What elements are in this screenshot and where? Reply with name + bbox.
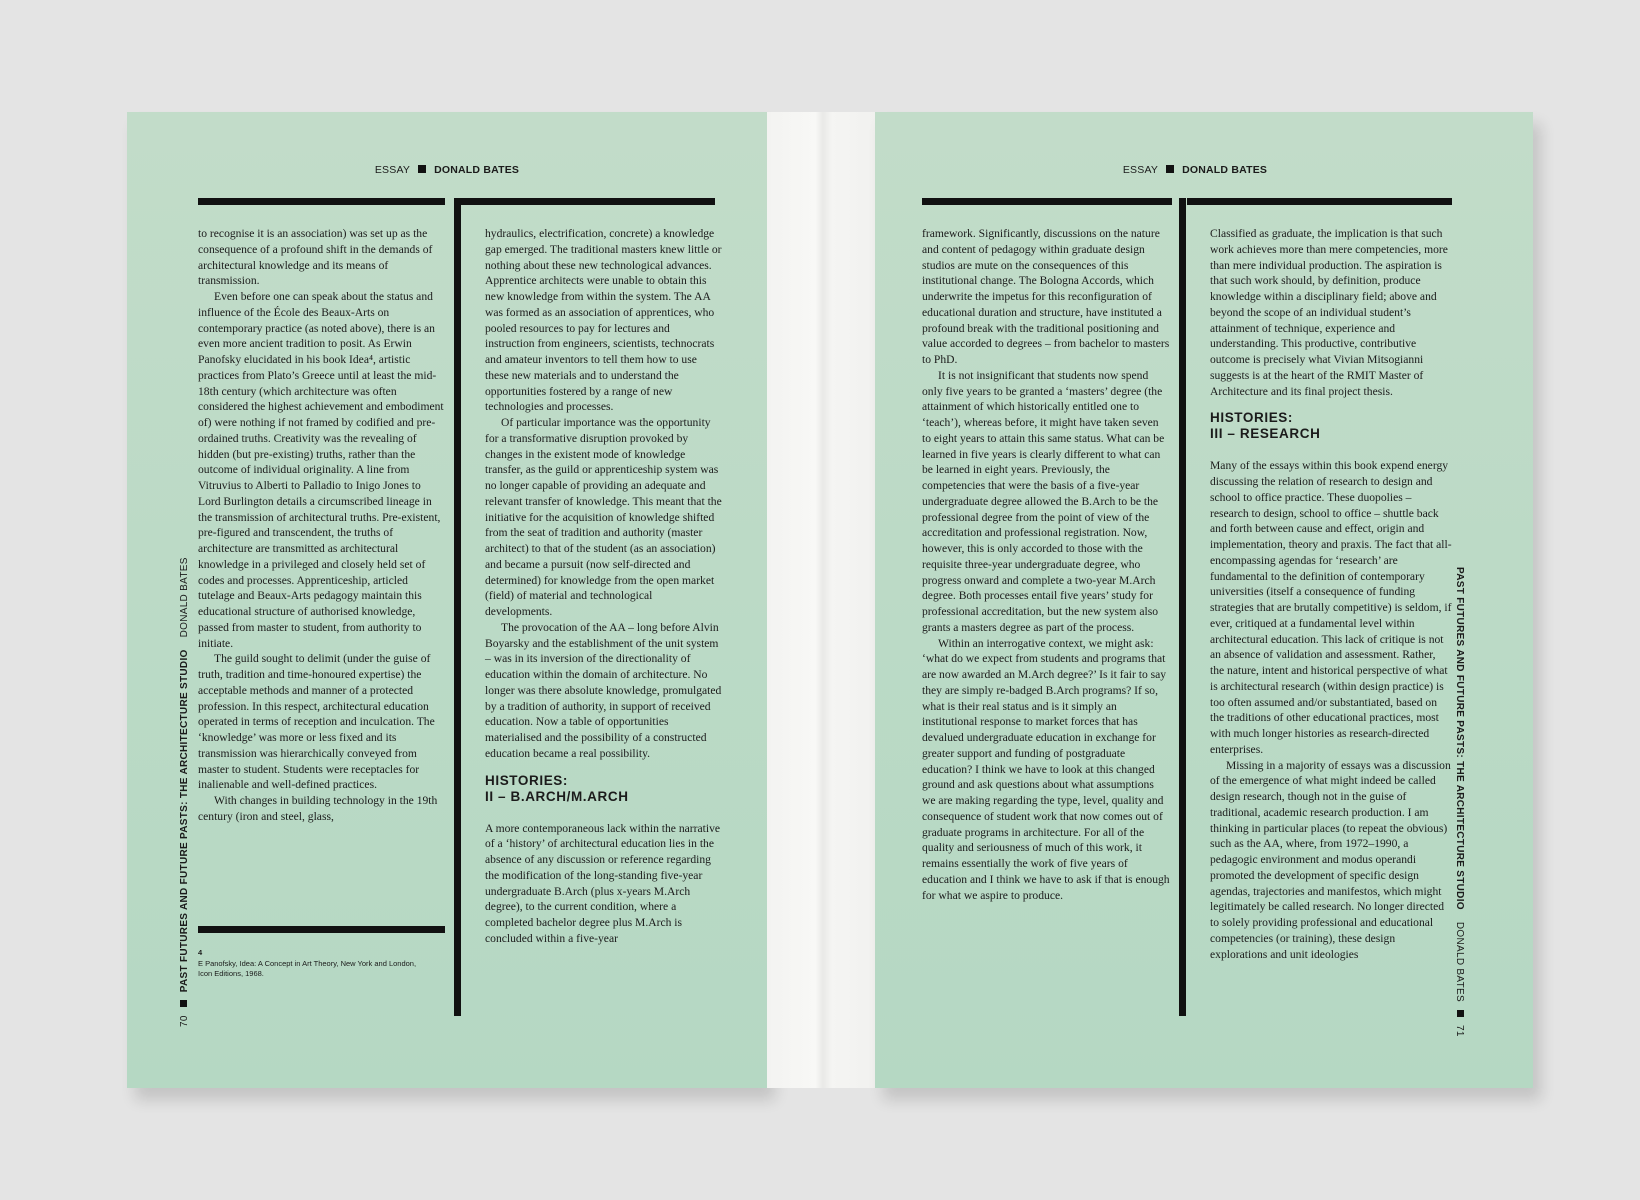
- right-column-2: [1210, 226, 1452, 962]
- running-author: DONALD BATES: [1454, 921, 1465, 1002]
- heading-line: II – B.ARCH/M.ARCH: [485, 788, 629, 804]
- running-title: PAST FUTURES AND FUTURE PASTS: THE ARCHITECTURE STUDIO: [179, 649, 190, 993]
- page-number: 70: [179, 1015, 190, 1027]
- square-bullet-icon: [180, 1000, 187, 1007]
- left-running-head: [179, 557, 190, 1027]
- paragraph: The provocation of the AA – long before Alvin Boyarsky and the establishment of the unit system – was in its inversion of the directionality of education within the domain of architecture. No longer was there absolute knowledge, promulgated by a tradition of authority, in support of received education. Now a table of opportunities materialised and the possibility of a constructed education became a real possibility.: [485, 620, 722, 760]
- square-bullet-icon: [418, 165, 426, 173]
- top-rule-right: [1187, 198, 1452, 205]
- top-rule-right: [461, 198, 715, 205]
- paragraph: Within an interrogative context, we might ask: ‘what do we expect from students and programs that are now awarded an M.Arch degree?’ Is it fair to say they are simply re-badged B.Arch programs? If so, what is their real status and is it simply an institutional response to market forces that has devalued undergraduate education in exchange for greater support and funding of postgraduate education? I think we have to look at this changed ground and ask questions about what assumptions we are making regarding the type, level, quality and consequence of student work that now comes out of graduate programs in architecture. For all of the quality and seriousness of much of this work, it remains essentially the work of five years of education and I think we have to ask if that is enough for what we aspire to produce.: [922, 636, 1170, 902]
- page-number: 71: [1454, 1024, 1465, 1037]
- square-bullet-icon: [1457, 1010, 1464, 1017]
- top-rule-left: [922, 198, 1172, 205]
- right-running-head: [1454, 567, 1465, 1037]
- header-author: DONALD BATES: [434, 164, 520, 176]
- heading-line: HISTORIES:: [1210, 410, 1294, 426]
- footnote-rule: [198, 926, 445, 933]
- left-column-2: [485, 226, 722, 947]
- right-page: [875, 112, 1533, 1088]
- paragraph: hydraulics, electrification, concrete) a knowledge gap emerged. The traditional masters knew little or nothing about these new technological advances. Apprentice architects were unable to obtain this new knowledge from within the system. The AA was formed as an association of apprentices, who pooled resources to pay for lectures and instruction from engineers, scientists, technocrats and amateur inventors to tell them how to use these new materials and to understand the opportunities fostered by a range of new technologies and processes.: [485, 227, 722, 414]
- left-page: [127, 112, 767, 1088]
- paragraph: A more contemporaneous lack within the narrative of a ‘history’ of architectural education lies in the absence of any discussion or reference regarding the modification of the long-standing five-year undergraduate B.Arch (plus x-years M.Arch degree), to the current condition, where a completed bachelor degree plus M.Arch is concluded within a five-year: [485, 821, 721, 945]
- heading-line: HISTORIES:: [485, 772, 569, 788]
- paragraph: Even before one can speak about the status and influence of the École des Beaux-Arts on contemporary practice (as noted above), there is an even more ancient tradition to posit. As Erwin Panofsky elucidated in his book Idea⁴, artistic practices from Plato’s Greece until at least the mid-18th century (which architecture was often considered the highest achievement and embodiment of) were nothing if not framed by codified and pre-ordained truths. Creativity was the revealing of hidden (but pre-existing) truths, rather than the outcome of individual originality. A line from Vitruvius to Alberti to Palladio to Inigo Jones to Lord Burlington details a circumscribed lineage in the transmission of architectural truths. Pre-existent, pre-figured and transcendent, the truths of architecture are transmitted as architectural knowledge in a privileged and closely held set of codes and processes. Apprenticeship, articled tutelage and Beaux-Arts pedagogy maintain this educational structure of authorised knowledge, passed from master to student, from authority to initiate.: [198, 290, 444, 650]
- header-author: DONALD BATES: [1182, 164, 1268, 176]
- heading-line: III – RESEARCH: [1210, 426, 1321, 442]
- section-heading: [1210, 410, 1452, 442]
- right-page-header: [875, 164, 1515, 176]
- paragraph: With changes in building technology in the 19th century (iron and steel, glass,: [198, 794, 438, 823]
- section-heading: [485, 773, 722, 805]
- running-author: DONALD BATES: [179, 557, 190, 638]
- left-page-header: [127, 164, 767, 176]
- book-gutter: [767, 112, 875, 1088]
- footnote-number: 4: [198, 948, 203, 957]
- header-section: ESSAY: [1122, 164, 1159, 176]
- right-column-1: [922, 226, 1170, 903]
- footnote: [198, 948, 428, 980]
- paragraph: Many of the essays within this book expend energy discussing the relation of research to design and school to office practice. These duopolies – research to design, school to office – shuttle back and forth between cause and effect, origin and implementation, theory and praxis. The fact that all-encompassing agendas for ‘research’ are fundamental to the definition of contemporary universities (itself a consequence of funding strategies that are brutally competitive) is seldom, if ever, critiqued at a fundamental level within architectural education. This lack of critique is not an absence of validation and assessment. Rather, the nature, intent and historical perspective of what is architectural research (within design practice) is too often assumed and/or substantiated, based on the traditions of other educational practices, most with much longer histories as research-directed enterprises.: [1210, 459, 1452, 756]
- paragraph: Missing in a majority of essays was a discussion of the emergence of what might indeed be called design research, though not in the guise of traditional, academic research production. I am thinking in particular places (to repeat the obvious) such as the AA, where, from 1972–1990, a pedagogic environment and modus operandi promoted the development of specific design agendas, trajectories and manifestos, which might legitimately be called research. No longer directed to solely providing professional and educational competencies (or training), these design explorations and unit ideologies: [1210, 758, 1451, 961]
- footnote-text: E Panofsky, Idea: A Concept in Art Theory, New York and London, Icon Editions, 1968.: [198, 958, 417, 978]
- square-bullet-icon: [1166, 165, 1174, 173]
- header-section: ESSAY: [374, 164, 411, 176]
- column-divider: [454, 198, 461, 1016]
- column-divider: [1179, 198, 1186, 1016]
- paragraph: framework. Significantly, discussions on the nature and content of pedagogy within graduate design studios are mute on the consequences of this institutional change. The Bologna Accords, which underwrite the impetus for this reconfiguration of educational duration and structure, have instituted a profound break with the traditional positioning and value accorded to degrees – from bachelor to masters to PhD.: [922, 227, 1170, 366]
- running-title: PAST FUTURES AND FUTURE PASTS: THE ARCHITECTURE STUDIO: [1454, 567, 1465, 910]
- left-column-1: [198, 226, 445, 825]
- paragraph: Of particular importance was the opportunity for a transformative disruption provoked by changes in the existent mode of knowledge transfer, as the guild or apprenticeship system was no longer capable of providing an adequate and relevant transfer of knowledge. This meant that the initiative for the acquisition of knowledge shifted from the seat of tradition and authority (master architect) to that of the student (as an association) and became a pursuit (now self-directed and determined) for knowledge from the open market (field) of material and technological developments.: [485, 416, 722, 618]
- top-rule-left: [198, 198, 445, 205]
- paragraph: It is not insignificant that students now spend only five years to be granted a ‘masters’ degree (the attainment of which historically entitled one to ‘teach’), whereas before, it might have taken seven to eight years to attain this same status. What can be learned in five years is clearly different to what can be learned in eight years. Previously, the competencies that were the basis of a five-year undergraduate degree allowed the B.Arch to be the professional degree from the point of view of the accreditation and professional registration. Now, however, this is only accorded to those with the requisite three-year undergraduate degree, who progress onward and complete a two-year M.Arch degree. Both processes entail five years’ study for professional accreditation, but the new system also grants a masters degree as part of the process.: [922, 368, 1165, 634]
- paragraph: The guild sought to delimit (under the guise of truth, tradition and time-honoured expertise) the acceptable methods and manner of a protected profession. In this respect, architectural education operated in terms of reception and inculcation. The ‘knowledge’ was more or less fixed and its transmission was hierarchically conveyed from master to student. Students were receptacles for inalienable and well-defined practices.: [198, 652, 435, 792]
- paragraph: Classified as graduate, the implication is that such work achieves more than mere competencies, more than mere individual production. The aspiration is that such work should, by definition, produce knowledge within a disciplinary field; above and beyond the scope of an individual student’s attainment of technique, experience and understanding. This productive, contributive outcome is precisely what Vivian Mitsogianni suggests is at the heart of the RMIT Master of Architecture and its final project thesis.: [1210, 227, 1448, 398]
- paragraph: to recognise it is an association) was set up as the consequence of a profound shift in the demands of architectural knowledge and its means of transmission.: [198, 227, 433, 288]
